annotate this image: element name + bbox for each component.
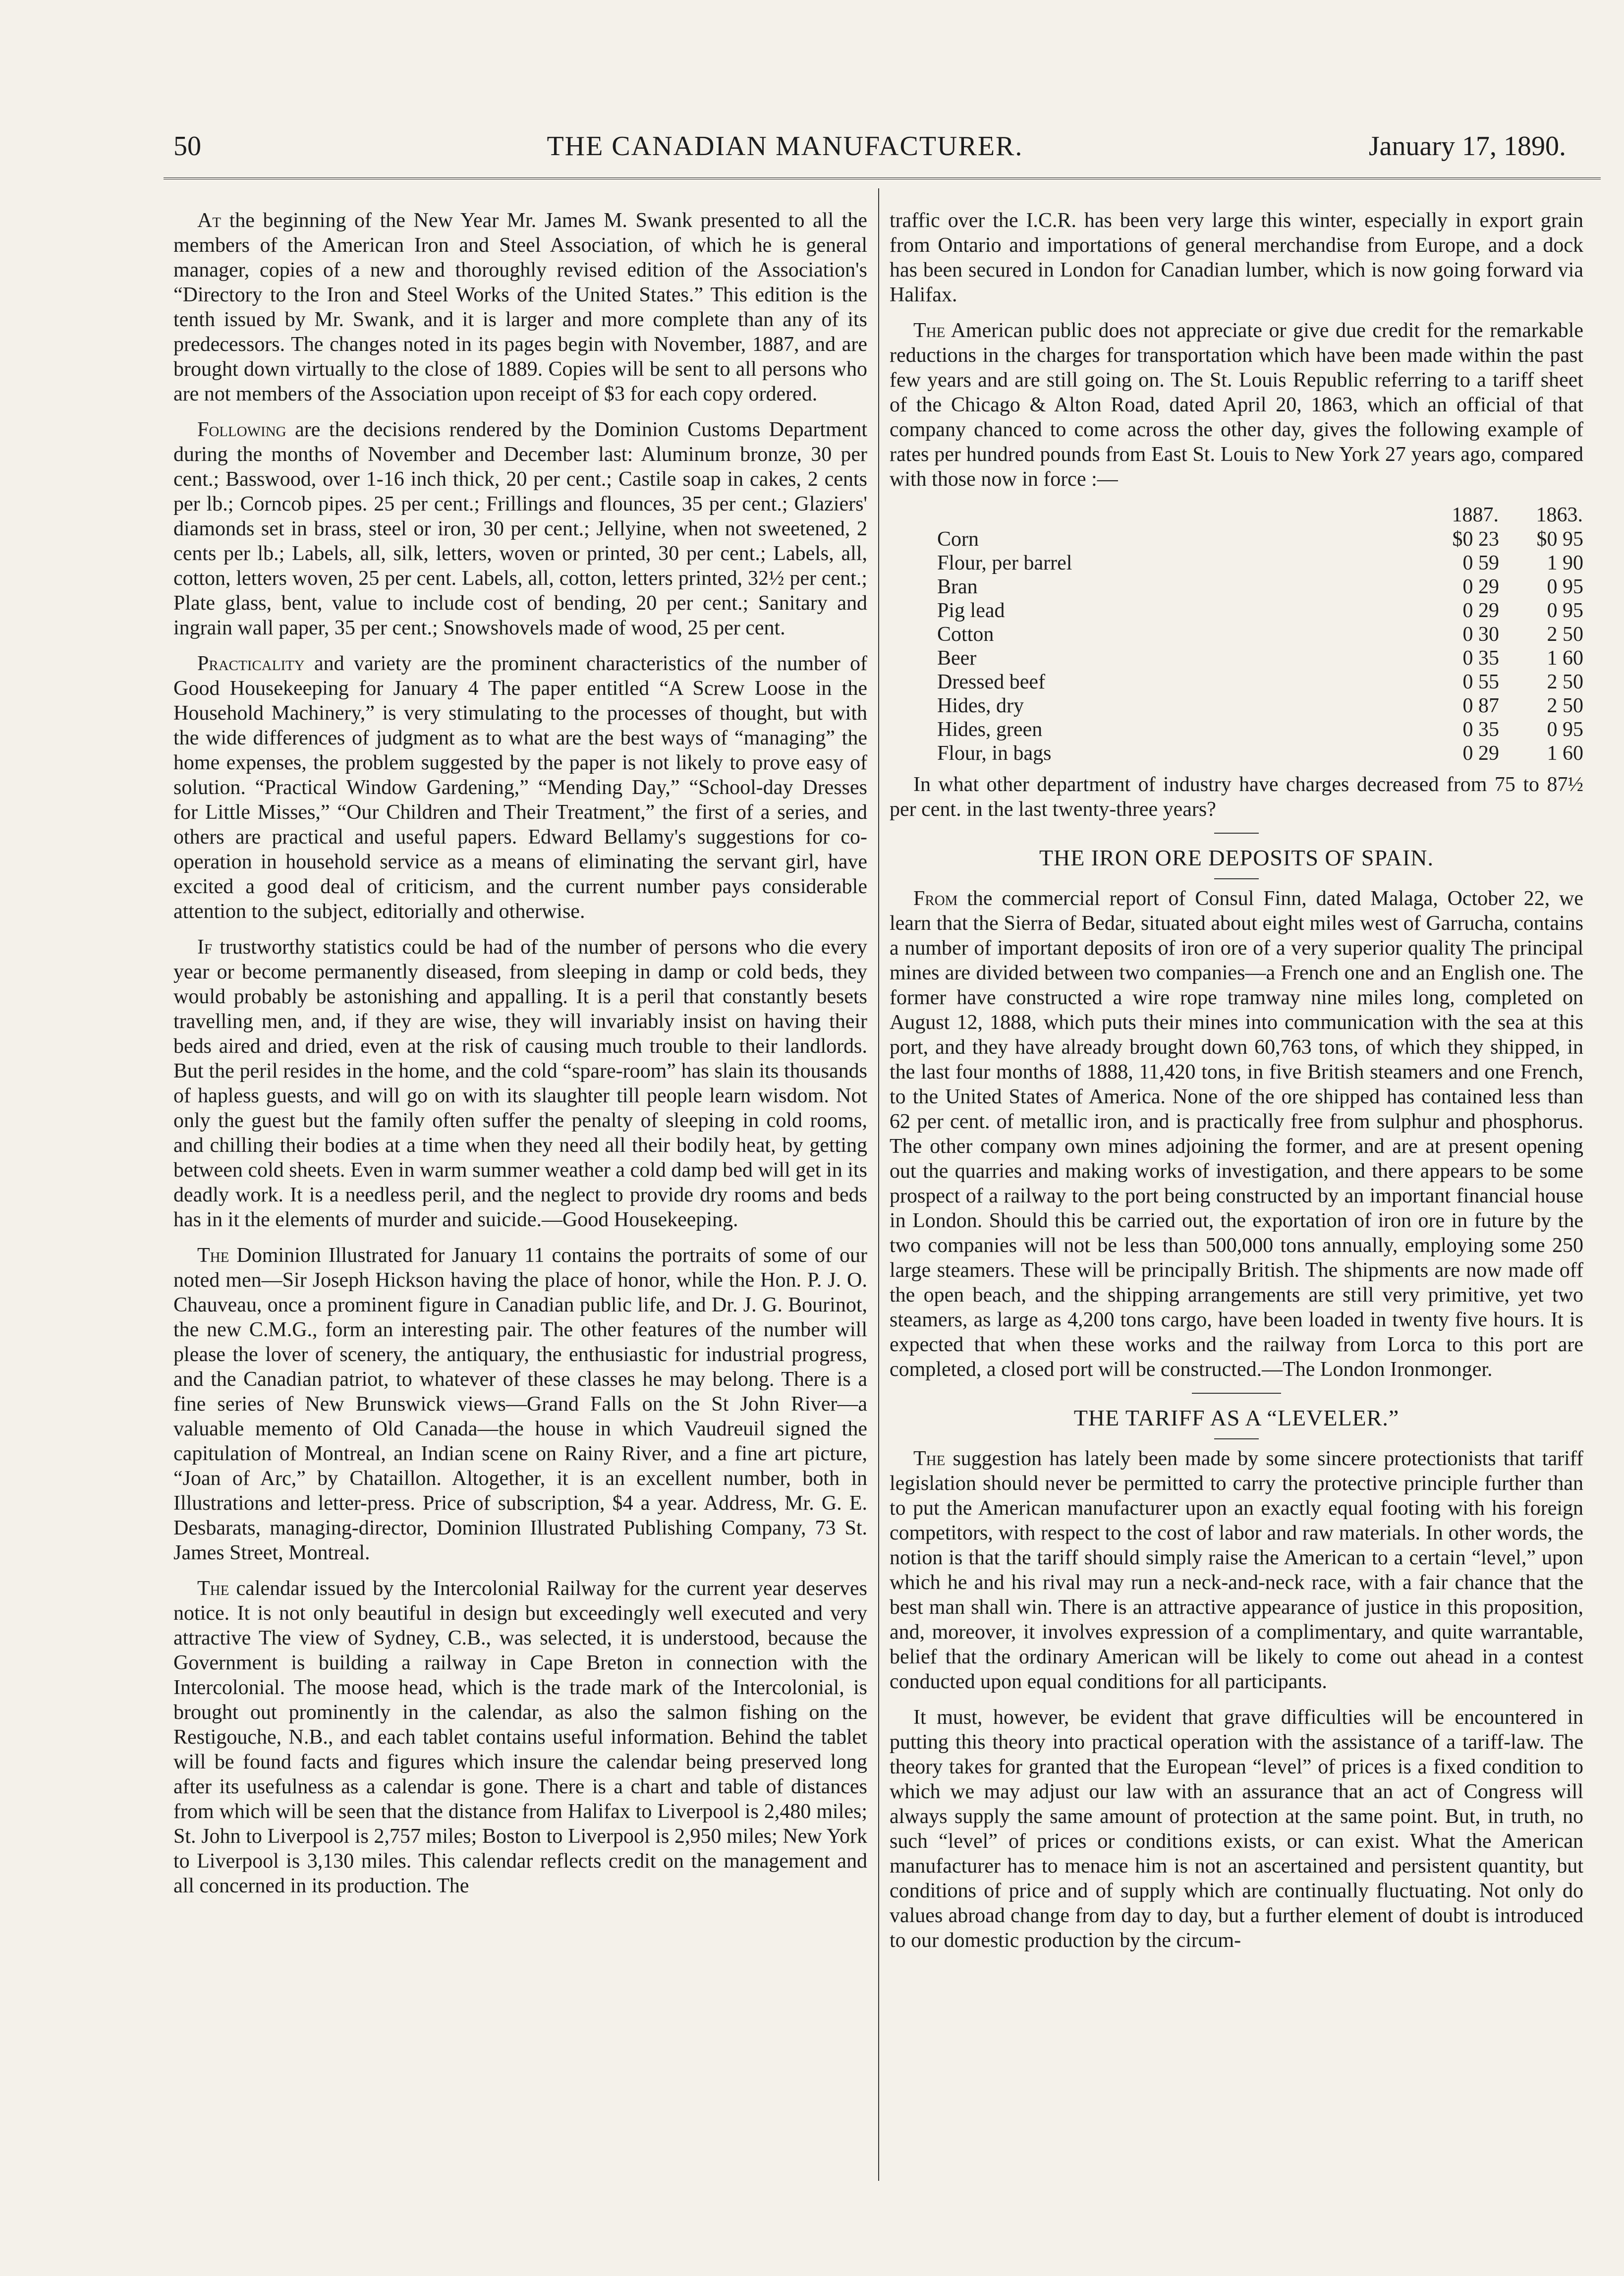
heading-rule <box>1214 878 1259 879</box>
paragraph-intercolonial-calendar: The calendar issued by the Intercolonial Railway for the current year deserves notice. It is not only beautiful in design but exceedingly well executed and very attractive The view of Sydney, C.B., was selected, it is understood, because the Government is building a railway in Cape Breton in connection with the Intercolonial. The moose head, which is the trade mark of the Intercolonial, is brought out prominently in the calendar, as also the salmon fishing on the Restigouche, N.B., and each tablet contains useful information. Behind the tablet will be found facts and figures which insure the calendar being preserved long after its usefulness as a calendar is gone. There is a chart and table of distances from which will be seen that the distance from Halifax to Liverpool is 2,480 miles; St. John to Liverpool is 2,757 miles; Boston to Liverpool is 2,950 miles; New York to Liverpool is 3,130 miles. This calendar reflects credit on the management and all concerned in its production. The <box>173 1577 867 1897</box>
page-header <box>173 124 1566 169</box>
table-header-row <box>890 503 1583 527</box>
table-row: Flour, in bags 0 29 1 60 <box>937 742 1583 765</box>
paragraph-cold-beds: If trustworthy statistics could be had of the number of persons who die every year or become permanently diseased, from sleeping in damp or cold beds, they would probably be astonishing and appalling. It is a peril that constantly besets travelling men, and, if they are wise, they will invariably insist on having their beds aired and dried, even at the risk of causing much trouble to their landlords. But the peril resides in the home, and the cold “spare-room” has slain its thousands of hapless guests, and will go on with its slaughter till people learn wisdom. Not only the guest but the family often suffer the penalty of sleeping in cold rooms, and chilling their bodies at a time when they need all their bodily heat, by getting between cold sheets. Even in warm summer weather a cold damp bed will get in its deadly work. It is a needless peril, and the neglect to provide dry rooms and beds has in it the elements of murder and suicide.—Good Housekeeping. <box>173 936 867 1231</box>
paragraph-dominion-illustrated: The Dominion Illustrated for January 11 contains the portraits of some of our noted men—Sir Joseph Hickson having the place of honor, while the Hon. P. J. O. Chauveau, once a prominent figure in Canadian public life, and Dr. J. G. Bourinot, the new C.M.G., form an interesting pair. The other features of the number will please the lover of scenery, the antiquary, the enthusiastic for industrial progress, and the Canadian patriot, to whatever of these classes he may belong. There is a fine series of New Brunswick views—Grand Falls on the St John River—a valuable memento of Old Canada—the house in which Vaudreuil signed the capitulation of Montreal, an Indian scene on Rainy River, and a fine art picture, “Joan of Arc,” by Chataillon. Altogether, it is an excellent number, both in Illustrations and letter-press. Price of subscription, $4 a year. Address, Mr. G. E. Desbarats, managing-director, Dominion Illustrated Publishing Company, 73 St. James Street, Montreal. <box>173 1244 867 1564</box>
paragraph-tariff-suggestion: The suggestion has lately been made by some sincere protectionists that tariff legislation should never be permitted to carry the protective principle further than to put the American manufacturer upon an exactly equal footing with his foreign competitors, with respect to the cost of labor and raw materials. In other words, the notion is that the tariff should simply raise the American to a certain “level,” upon which he and his rival may run a neck-and-neck race, with a fair chance that the best man shall win. There is an attractive appearance of justice in this proposition, and, moreover, it involves expression of a complimentary, and quite warrantable, belief that the ordinary American will be likely to come out ahead in a contest conducted upon equal conditions for all participants. <box>890 1447 1583 1693</box>
right-column <box>890 208 1583 1964</box>
paragraph-swank-directory: At the beginning of the New Year Mr. James M. Swank presented to all the members of the American Iron and Steel Association, of which he is general manager, copies of a new and thoroughly revised edition of the Association's “Directory to the Iron and Steel Works of the United States.” This edition is the tenth issued by Mr. Swank, and it is larger and more complete than any of its predecessors. The changes noted in its pages begin with November, 1887, and are brought down virtually to the close of 1889. Copies will be sent to all persons who are not members of the Association upon receipt of $3 for each copy ordered. <box>173 209 867 405</box>
table-row: Corn $0 23 $0 95 <box>937 528 1583 551</box>
table-row: Flour, per barrel 0 59 1 90 <box>937 552 1583 574</box>
paragraph-transport-reductions: The American public does not appreciate or give due credit for the remarkable reductions in the charges for transportation which have been made within the past few years and are still going on. The St. Louis Republic referring to a tariff sheet of the Chicago & Alton Road, dated April 20, 1863, which an official of that company chanced to come across the other day, gives the following example of rates per hundred pounds from East St. Louis to New York 27 years ago, compared with those now in force :— <box>890 319 1583 491</box>
page-number: 50 <box>173 131 201 162</box>
paragraph-good-housekeeping: Practicality and variety are the prominent characteristics of the number of Good Housekeeping for January 4 The paper entitled “A Screw Loose in the Household Machinery,” is very stimulating to the processes of thought, but with the wide differences of judgment as to what are the best ways of “managing” the home expenses, the problem suggested by the paper is not likely to prove easy of solution. “Practical Window Gardening,” “Mending Day,” “School-day Dresses for Little Misses,” “Our Children and Their Treatment,” the first of a series, and others are practical and useful papers. Edward Bellamy's suggestions for co-operation in household service as a means of eliminating the servant girl, have excited a good deal of criticism, and the current number pays considerable attention to the subject, editorially and otherwise. <box>173 652 867 923</box>
column-header-1887: 1887. <box>1452 504 1499 526</box>
table-row: Beer 0 35 1 60 <box>937 647 1583 670</box>
heading-rule <box>1214 1438 1259 1439</box>
table-row: Dressed beef 0 55 2 50 <box>937 671 1583 693</box>
paragraph-icr-traffic: traffic over the I.C.R. has been very large this winter, especially in export grain from Ontario and importations of general merchandise from Europe, and a dock has been secured in London for Canadian lumber, which is now going forward via Halifax. <box>890 209 1583 306</box>
table-row: Cotton 0 30 2 50 <box>937 623 1583 646</box>
paragraph-charges-decreased: In what other department of industry have charges decreased from 75 to 87½ per cent. in the last twenty-three years? <box>890 773 1583 821</box>
table-row: Hides, green 0 35 0 95 <box>937 718 1583 741</box>
heading-iron-ore-spain: THE IRON ORE DEPOSITS OF SPAIN. <box>1039 845 1434 870</box>
left-column <box>173 208 867 1909</box>
paragraph-customs-decisions: Following are the decisions rendered by the Dominion Customs Department during the months of November and December last: Aluminum bronze, 30 per cent.; Basswood, over 1-16 inch thick, 20 per cent.; Castile soap in cakes, 2 cents per lb.; Corncob pipes. 25 per cent.; Frillings and flounces, 35 per cent.; Glaziers' diamonds set in brass, steel or iron, 30 per cent.; Jellyine, when not sweetened, 2 cents per lb.; Labels, all, silk, letters, woven or printed, 30 per cent.; Labels, all, cotton, letters woven, 25 per cent. Labels, all, cotton, letters printed, 32½ per cent.; Plate glass, bent, value to include cost of bending, 20 per cent.; Sanitary and ingrain wall paper, 35 per cent.; Snowshovels made of wood, 25 per cent. <box>173 418 867 639</box>
table-row: Pig lead 0 29 0 95 <box>937 599 1583 622</box>
table-row: Bran 0 29 0 95 <box>937 575 1583 598</box>
section-rule <box>1214 833 1259 834</box>
section-rule <box>1192 1393 1281 1394</box>
freight-rates-table <box>890 503 1583 765</box>
issue-date: January 17, 1890. <box>1368 131 1566 162</box>
column-header-1863: 1863. <box>1536 504 1583 526</box>
publication-title: THE CANADIAN MANUFACTURER. <box>547 131 1023 162</box>
header-rule <box>164 177 1601 179</box>
table-row: Hides, dry 0 87 2 50 <box>937 694 1583 717</box>
paragraph-tariff-difficulties: It must, however, be evident that grave difficulties will be encountered in putting this theory into practical operation with the assistance of a tariff-law. The theory takes for granted that the European “level” of prices is a fixed condition to which we may adjust our law with an assurance that an act of Congress will always supply the same amount of protection at the same point. But, in truth, no such “level” of prices or conditions exists, or can exist. What the American manufacturer has to menace him is not an ascertained and persistent quantity, but conditions of price and of supply which are continually fluctuating. Not only do values abroad change from day to day, but a further element of doubt is introduced to our domestic production by the circum- <box>890 1706 1583 1952</box>
paragraph-iron-ore: From the commercial report of Consul Finn, dated Malaga, October 22, we learn that the Sierra of Bedar, situated about eight miles west of Garrucha, contains a number of important deposits of iron ore of a very superior quality The principal mines are divided between two companies—a French one and an English one. The former have constructed a wire rope tramway nine miles long, completed on August 12, 1888, which puts their mines into communication with the sea at this port, and they have already brought down 60,763 tons, of which they shipped, in the last four months of 1888, 11,420 tons, in five British steamers and one French, to the United States of America. None of the ore shipped has contained less than 62 per cent. of metallic iron, and is practically free from sulphur and phosphorus. The other company own mines adjoining the former, and are at present opening out the quarries and making works of investigation, and there appears to be some prospect of a railway to the port being constructed by an important financial house in London. Should this be carried out, the exportation of iron ore in future by the two companies will not be less than 500,000 tons annually, employing some 250 large steamers. These will be principally British. The shipments are now made off the open beach, and the shipping arrangements are still very primitive, yet two steamers, as large as 4,200 tons cargo, have been loaded in twenty five hours. It is expected that when these works and the railway from Lorca to this port are completed, a closed port will be constructed.—The London Ironmonger. <box>890 887 1583 1381</box>
column-divider <box>878 188 879 2181</box>
heading-tariff-leveler: THE TARIFF AS A “LEVELER.” <box>1073 1405 1400 1430</box>
